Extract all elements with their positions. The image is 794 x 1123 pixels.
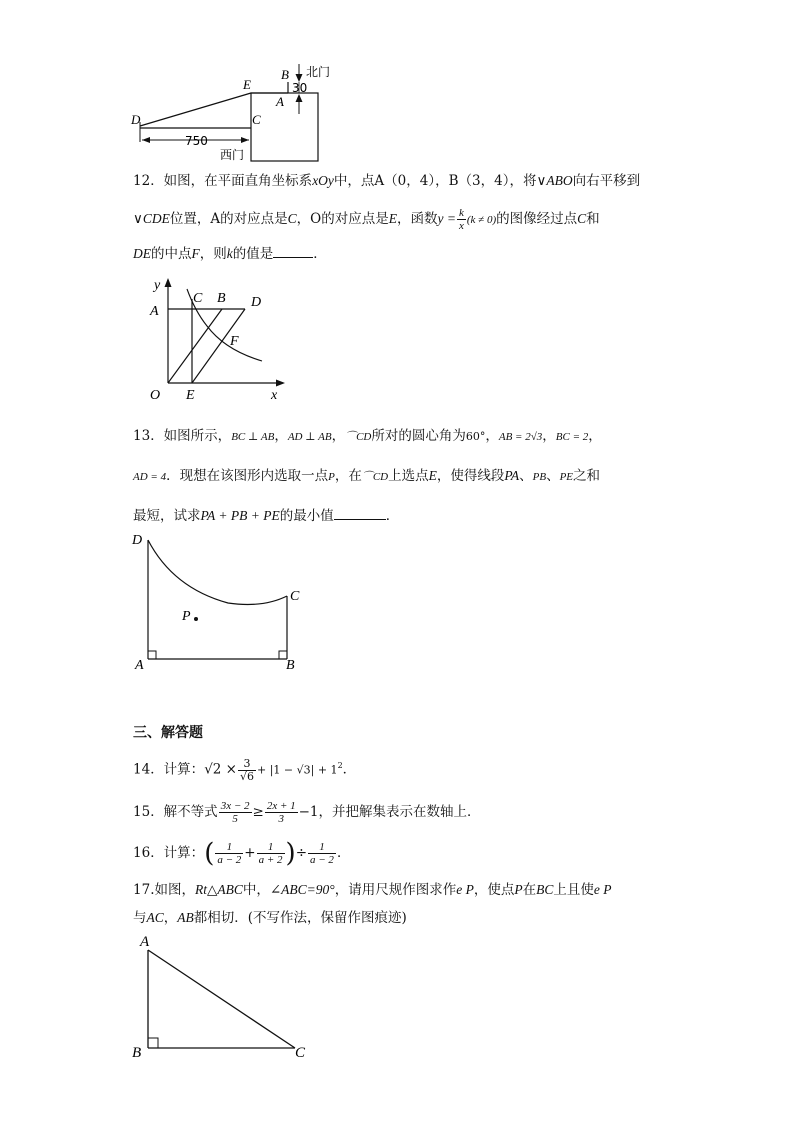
figure-12 [145, 275, 295, 405]
q14-number: 14 [133, 761, 151, 778]
point-P [194, 617, 198, 621]
q17-line-2: 与AC，AB都相切．(不写作法，保留作图痕迹) [133, 910, 407, 926]
label-E: E [243, 77, 251, 92]
fig13-label-C: C [290, 589, 300, 604]
q15-number: 15 [133, 804, 151, 820]
q12-line-1: 12．如图，在平面直角坐标系xOy中，点A（0，4），B（3，4），将∨ABO向右平移到 [133, 173, 641, 189]
q12-fraction: $\frac{k}{x}$ [458, 207, 464, 232]
q16-fraction-2: $\frac{1}{a + 2}$ [258, 841, 283, 866]
label-C: C [252, 112, 261, 127]
right-angle-B [148, 1038, 158, 1048]
label-30: 30 [292, 81, 308, 95]
fig12-label-C: C [193, 291, 203, 306]
q12-answer-blank[interactable] [273, 243, 313, 258]
fig12-label-E: E [186, 388, 195, 403]
label-west-gate: 西门 [220, 148, 245, 162]
fig12-label-O: O [150, 388, 161, 403]
fig12-label-B: B [217, 291, 226, 306]
gate-figure [128, 62, 358, 167]
q13-number: 13 [133, 428, 151, 444]
fig13-label-P: P [182, 609, 191, 624]
fig12-label-y: y [154, 278, 161, 293]
fig13-label-D: D [132, 533, 143, 548]
fig17-label-C: C [295, 1045, 306, 1061]
fig12-label-x: x [271, 388, 278, 403]
fig17-label-A: A [140, 934, 150, 950]
section-heading: 三、解答题 [133, 725, 203, 741]
label-north-gate: 北门 [306, 65, 331, 79]
q16-fraction-1: $\frac{1}{a - 2}$ [217, 841, 242, 866]
building-square [251, 93, 318, 161]
q15-fraction-right: $\frac{2x + 1}{3}$ [266, 800, 296, 825]
q17-number: 17 [133, 882, 151, 898]
label-B: B [281, 67, 289, 82]
right-angle-A [148, 651, 156, 659]
q12-line-2: ∨CDE位置，A的对应点是C，O的对应点是E，函数y = $\frac{k}{x}$ (k ≠ 0)的图像经过点C和 [133, 207, 600, 232]
fig12-label-F: F [230, 334, 239, 349]
fig13-label-B: B [286, 658, 295, 673]
figure-13 [128, 528, 308, 673]
q14-fraction: $\frac{3}{√6}$ [239, 756, 254, 783]
q14-line: 14．计算：√2 × $\frac{3}{√6}$ + $|1 - √3| + 1^2$． [133, 756, 357, 783]
q13-line-2: AD = 4．现想在该图形内选取一点P，在⌒CD上选点E，使得线段PA、PB、PE之和 [133, 468, 601, 484]
q13-answer-blank[interactable] [334, 505, 386, 520]
label-A: A [276, 94, 284, 109]
q16-fraction-3: $\frac{1}{a - 2}$ [310, 841, 334, 866]
fig13-label-A: A [135, 658, 144, 673]
fig12-label-D: D [251, 295, 262, 310]
figure-17 [128, 930, 318, 1065]
q12-line-3: DE的中点F，则k的值是 ． [133, 243, 327, 264]
fig12-label-A: A [150, 304, 159, 319]
q15-fraction-left: $\frac{3x - 2}{5}$ [220, 800, 250, 825]
segment-OB [168, 309, 222, 383]
q13-line-3: 最短，试求PA + PB + PE的最小值 ． [133, 505, 399, 526]
label-D: D [131, 112, 141, 127]
q16-line: 16．计算：( $\frac{1}{a - 2}$ + $\frac{1}{a + 2}$ )÷ $\frac{1}{a - 2}$ ． [133, 838, 351, 869]
q16-number: 16 [133, 845, 151, 861]
segment-DE [140, 93, 251, 126]
q17-line-1: 17.如图，Rt△ABC中，∠ABC=90°，请用尺规作图求作e P，使点P在BC上且使e P [133, 882, 612, 898]
label-750: 750 [185, 134, 208, 148]
fig17-label-B: B [132, 1045, 142, 1061]
arc-CD [148, 540, 287, 604]
q13-line-1: 13．如图所示，BC ⊥ AB，AD ⊥ AB，⌒CD所对的圆心角为60°，AB = 2√3，BC = 2， [133, 428, 602, 444]
segment-AC [148, 950, 295, 1048]
q12-number: 12 [133, 173, 151, 189]
q15-line: 15．解不等式 $\frac{3x - 2}{5}$ ≥ $\frac{2x + 1}{3}$ −1，并把解集表示在数轴上． [133, 800, 481, 825]
